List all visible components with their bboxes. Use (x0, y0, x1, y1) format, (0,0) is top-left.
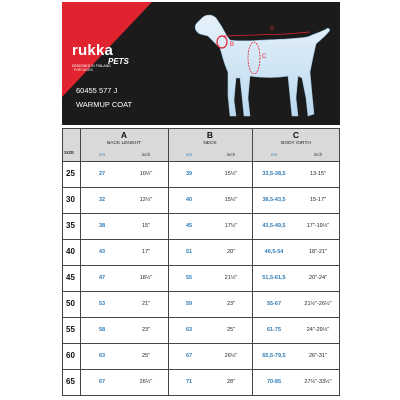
back-length-inch: 17" (141, 249, 151, 255)
neck-inch: 15½" (224, 171, 238, 177)
label-b: B (230, 42, 235, 48)
neck-cm: 40 (185, 197, 193, 203)
neck-inch: 15½" (224, 197, 238, 203)
column-a-unit-inch: inch (141, 152, 151, 157)
neck-inch: 28" (226, 379, 236, 385)
neck-cm: 51 (185, 249, 193, 255)
back-length-inch: 26½" (139, 379, 153, 385)
body-girth-cm: 51,5-61,5 (262, 275, 286, 281)
neck-cm: 45 (185, 223, 193, 229)
table-row (62, 213, 340, 239)
neck-cm: 63 (185, 327, 193, 333)
body-girth-cm: 61-75 (266, 327, 282, 333)
size-cell: 40 (66, 247, 75, 256)
body-girth-cm: 65,5-79,5 (262, 353, 286, 359)
back-length-cm: 63 (98, 353, 106, 359)
brand-tagline: DESIGNED IN FINLAND · FOR DOGS (72, 64, 111, 72)
body-girth-inch: 24"-29½" (306, 327, 330, 333)
neck-inch: 17½" (224, 223, 238, 229)
neck-inch: 26½" (224, 353, 238, 359)
back-length-inch: 12½" (139, 197, 153, 203)
size-cell: 30 (66, 195, 75, 204)
body-girth-inch: 17"-19½" (306, 223, 330, 229)
label-c: C (262, 54, 267, 60)
body-girth-inch: 21½"-26½" (304, 301, 332, 307)
back-length-cm: 27 (98, 171, 106, 177)
size-cell: 50 (66, 299, 75, 308)
neck-inch: 25" (226, 327, 236, 333)
back-length-cm: 32 (98, 197, 106, 203)
table-row (62, 187, 340, 213)
back-length-cm: 38 (98, 223, 106, 229)
body-girth-inch: 13-15" (309, 171, 327, 177)
size-table (62, 128, 340, 396)
back-length-inch: 15" (141, 223, 151, 229)
row-divider (62, 291, 340, 292)
body-girth-inch: 27½"-33½" (304, 379, 332, 385)
back-length-cm: 67 (98, 379, 106, 385)
back-length-inch: 23" (141, 327, 151, 333)
table-border-left (62, 128, 63, 396)
size-cell: 60 (66, 351, 75, 360)
neck-inch: 23" (226, 301, 236, 307)
row-divider (62, 161, 340, 162)
row-divider (62, 239, 340, 240)
size-cell: 65 (66, 377, 75, 386)
body-girth-cm: 70-85 (266, 379, 282, 385)
row-divider (62, 265, 340, 266)
body-girth-inch: 18"-21" (309, 249, 327, 255)
back-length-cm: 47 (98, 275, 106, 281)
table-row (62, 265, 340, 291)
body-girth-cm: 43,5-49,5 (262, 223, 286, 229)
column-divider (80, 128, 81, 396)
column-b-label: NECK (203, 141, 217, 146)
table-border-top (62, 128, 340, 129)
column-divider (252, 128, 253, 396)
body-girth-inch: 20"-24" (309, 275, 327, 281)
column-b-unit-cm: cm (186, 152, 192, 157)
size-cell: 25 (66, 169, 75, 178)
column-c-unit-cm: cm (271, 152, 277, 157)
table-row (62, 161, 340, 187)
table-row (62, 317, 340, 343)
product-code: 60455 577 J (76, 86, 118, 95)
table-row (62, 239, 340, 265)
brand-sub: PETS (108, 57, 129, 66)
size-cell: 55 (66, 325, 75, 334)
back-length-inch: 10½" (139, 171, 153, 177)
body-girth-inch: 26"-31" (309, 353, 327, 359)
neck-inch: 21½" (224, 275, 238, 281)
column-a-letter: A (120, 130, 128, 140)
column-divider (168, 128, 169, 396)
row-divider (62, 369, 340, 370)
back-length-marker (224, 32, 310, 36)
column-a-unit-cm: cm (99, 152, 105, 157)
row-divider (62, 213, 340, 214)
neck-cm: 71 (185, 379, 193, 385)
neck-inch: 20" (226, 249, 236, 255)
back-length-cm: 53 (98, 301, 106, 307)
column-c-unit-inch: inch (313, 152, 323, 157)
table-border-right (339, 128, 340, 396)
back-length-cm: 43 (98, 249, 106, 255)
row-divider (62, 187, 340, 188)
size-cell: 45 (66, 273, 75, 282)
column-c-letter: C (292, 130, 300, 140)
neck-cm: 55 (185, 275, 193, 281)
table-header (62, 128, 340, 161)
neck-cm: 39 (185, 171, 193, 177)
body-girth-cm: 55-67 (266, 301, 282, 307)
column-a-label: BACK LENGHT (107, 141, 141, 146)
row-divider (62, 317, 340, 318)
neck-cm: 67 (185, 353, 193, 359)
back-length-inch: 25" (141, 353, 151, 359)
neck-cm: 59 (185, 301, 193, 307)
label-a: A (270, 26, 275, 32)
size-column-header: SIZE (64, 150, 75, 155)
column-b-letter: B (206, 130, 214, 140)
header-panel (62, 2, 340, 125)
table-row (62, 291, 340, 317)
body-girth-inch: 15-17" (309, 197, 327, 203)
dog-measurement-diagram (182, 6, 340, 124)
row-divider (62, 343, 340, 344)
back-length-inch: 21" (141, 301, 151, 307)
brand-name: rukka (72, 42, 114, 59)
table-row (62, 343, 340, 369)
body-girth-cm: 33,5-38,5 (262, 171, 286, 177)
column-c-label: BODY GIRTH (281, 141, 311, 146)
table-row (62, 369, 340, 395)
column-b-unit-inch: inch (226, 152, 236, 157)
back-length-inch: 18½" (139, 275, 153, 281)
dog-silhouette (195, 15, 330, 116)
body-girth-cm: 46,5-54 (264, 249, 284, 255)
size-cell: 35 (66, 221, 75, 230)
product-name: WARMUP COAT (76, 100, 133, 109)
table-border-bottom (62, 395, 340, 396)
body-girth-cm: 38,5-43,5 (262, 197, 286, 203)
back-length-cm: 58 (98, 327, 106, 333)
